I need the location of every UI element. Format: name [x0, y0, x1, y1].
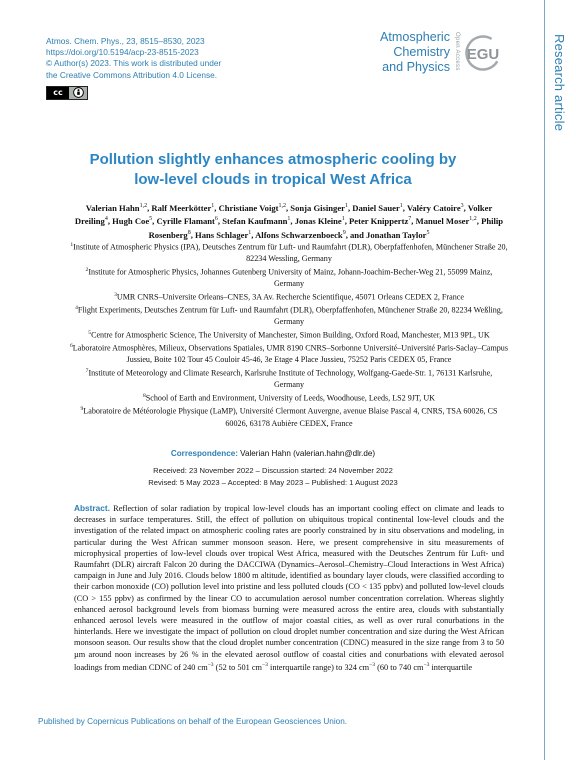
author-affiliation-ref: 1,2	[469, 216, 477, 223]
author-name: Valéry Catoire	[406, 202, 461, 213]
author-affiliation-ref: 3	[460, 203, 464, 209]
citation: Atmos. Chem. Phys., 23, 8515–8530, 2023	[46, 36, 205, 46]
affiliation-item: $^1$Institute of Atmospheric Physics (IPA), Deutsches Zentrum für Luft- und Raumfahrt (DLR), Oberpfaffenhofen, Münchener Straße 20, 82234 Wessling, Germany	[70, 242, 508, 264]
author-name: Daniel Sauer	[352, 202, 400, 213]
affiliation-item: $^9$Laboratoire de Météorologie Physique (LaMP), Université Clermont Auvergne, avenue Blaise Pascal 4, CNRS, TSA 60026, CS 60026, 63178 Aubière CEDEX, France	[80, 406, 498, 428]
affiliation-item: $^5$Centre for Atmospheric Science, The University of Manchester, Simon Building, Oxford Road, Manchester, M13 9PL, UK	[88, 329, 490, 340]
side-divider	[544, 0, 545, 760]
author-affiliation-ref: 1,2	[278, 203, 286, 209]
author-name: Ralf Meerkötter	[151, 202, 212, 213]
dates-published: Revised: 5 May 2023 – Accepted: 8 May 2023 – Published: 1 August 2023	[148, 477, 398, 487]
journal-name: Atmospheric Chemistry and Physics	[380, 30, 450, 74]
article-type-label: Research article	[552, 34, 567, 132]
by-attribution-icon	[69, 87, 87, 99]
author-name: Alfons Schwarzenboeck	[255, 229, 343, 240]
author-name: Jonas Kleine	[294, 216, 342, 227]
paper-title: Pollution slightly enhances atmospheric cooling by low-level clouds in tropical West Africa	[89, 151, 457, 188]
author-affiliation-ref: 8	[187, 229, 191, 236]
publisher-footer: Published by Copernicus Publications on behalf of the European Geosciences Union.	[38, 717, 348, 726]
egu-logo-text: EGU	[466, 46, 500, 63]
affiliation-item: $^6$Laboratoire Atmosphères, Milieux, Observations Spatiales, UMR 8190 CNRS–Sorbonne Université–Université Paris-Saclay–Campus Jussieu, Boite 102 Tour 45 Couloir 45-46, 3e Etage 4 Place Jussieu, 75252 Paris CEDEX 05, France	[70, 343, 509, 365]
abstract-text: Reflection of solar radiation by tropical low-level clouds has an important cooling effect on climate and leads to decreases in surface temperatures. Still, the effect of pollution on ubiquitous tropical continental low-level clouds and the investigation of the related impact on atmospheric cooling rates are poorly constrained by in situ observations and modeling, in particular during the West African summer monsoon season. Here, we present comprehensive in situ measurements of microphysical properties of low-level clouds over tropical West Africa, measured with the Deutsches Zentrum für Luft- und Raumfahrt (DLR) aircraft Falcon 20 during the DACCIWA (Dynamics–Aerosol–Chemistry–Cloud Interactions in West Africa) campaign in June and July 2016. Clouds below 1800 m altitude, identified as boundary layer clouds, were classified according to their carbon monoxide (CO) pollution level into pristine and less polluted clouds (CO < 135 ppbv) and polluted low-level clouds (CO > 155 ppbv) as confirmed by the linear CO to accumulation aerosol number concentration correlation. Whereas slightly enhanced aerosol background levels from biomass burning were measured across the entire area, clouds with substantially enhanced aerosol levels were measured in the outflow of major coastal cities, as well as over rural conurbations in the hinterlands. Here we investigate the impact of pollution on cloud droplet number concentration and size during the West African monsoon season. Our results show that the cloud droplet number concentration (CDNC) measured in the size range from 3 to 50 µm around noon increases by 26 % in the elevated aerosol outflow of coastal cities and conurbations with elevated aerosol loadings from median CDNC of 240 $cm^{-3}$ (52 to 501 $cm^{-3}$ interquartile range) to 324 $cm^{-3}$ (60 to 740 $cm^{-3}$ interquartile	[74, 504, 504, 672]
author-list: Valerian Hahn$^{1,2}$, Ralf Meerkötter$^1$, Christiane Voigt$^{1,2}$, Sonja Gisinger$^1$, Daniel Sauer$^1$, Valéry Catoire$^3$, Volker Dreiling$^4$, Hugh Coe$^5$, Cyrille Flamant$^6$, Stefan Kaufmann$^1$, Jonas Kleine$^1$, Peter Knippertz$^7$, Manuel Moser$^{1,2}$, Philip Rosenberg$^8$, Hans Schlager$^1$, Alfons Schwarzenboeck$^9$, and Jonathan Taylor$^5$	[74, 202, 504, 240]
author-name: Sonja Gisinger	[290, 202, 345, 213]
correspondence-label: Correspondence:	[170, 449, 238, 458]
author-name: Volker Dreiling	[74, 202, 493, 227]
copyright: © Author(s) 2023. This work is distributed under	[46, 58, 222, 69]
license-line[interactable]: the Creative Commons Attribution 4.0 License.	[46, 69, 218, 80]
doi-link[interactable]: https://doi.org/10.5194/acp-23-8515-2023	[46, 47, 199, 58]
author-name: Philip Rosenberg	[148, 216, 504, 240]
cc-icon: cc	[47, 87, 69, 99]
author-affiliation-ref: 5	[426, 229, 430, 236]
author-affiliation-ref: 1	[248, 229, 252, 236]
author-name: Valerian Hahn	[85, 202, 140, 213]
author-affiliation-ref: 1	[344, 203, 348, 209]
affiliation-item: $^3$UMR CNRS–Universite Orleans–CNES, 3A Av. Recherche Scientifique, 45071 Orleans CEDEX 2, France	[114, 291, 464, 302]
author-name: Jonathan Taylor	[366, 229, 427, 240]
dates-received: Received: 23 November 2022 – Discussion started: 24 November 2022	[153, 466, 393, 475]
affiliation-item: $^7$Institute of Meteorology and Climate Research, Karlsruhe Institute of Technology, Wolfgang-Gaede-Str. 1, 76131 Karlsruhe, Germany	[85, 368, 493, 390]
author-affiliation-ref: 7	[408, 216, 412, 223]
author-affiliation-ref: 1,2	[139, 203, 148, 209]
egu-logo-icon	[462, 34, 508, 72]
author-affiliation-ref: 6	[214, 216, 218, 223]
author-name: Christiane Voigt	[218, 202, 279, 213]
open-access-label: Open Access	[454, 32, 460, 71]
journal-masthead	[380, 30, 508, 75]
affiliation-item: $^2$Institute for Atmospheric Physics, Johannes Gutenberg University of Mainz, Johann-Joachim-Becher-Weg 21, 55099 Mainz, Germany	[85, 266, 493, 289]
cc-license-badge[interactable]	[46, 86, 88, 100]
author-affiliation-ref: 1	[287, 216, 291, 223]
author-affiliation-ref: 9	[342, 229, 346, 236]
author-name: Hans Schlager	[195, 229, 249, 240]
author-affiliation-ref: 4	[104, 216, 108, 223]
affiliation-item: $^4$Flight Experiments, Deutsches Zentrum für Luft- und Raumfahrt (DLR), Oberpfaffenhofen, Münchener Straße 20, 82234 Weßling, Germany	[75, 305, 503, 327]
author-affiliation-ref: 1	[341, 216, 345, 223]
author-affiliation-ref: 1	[399, 203, 403, 209]
author-affiliation-ref: 1	[211, 203, 215, 209]
affiliation-list	[70, 240, 508, 429]
correspondence-email[interactable]: Valerian Hahn (valerian.hahn@dlr.de)	[240, 449, 376, 458]
publication-dates	[60, 465, 486, 488]
citation-block	[46, 36, 286, 100]
author-affiliation-ref: 5	[149, 216, 153, 223]
author-name: Manuel Moser	[415, 216, 470, 227]
author-name: Peter Knippertz	[349, 216, 409, 227]
author-name: Hugh Coe	[112, 216, 150, 227]
abstract	[74, 503, 504, 673]
author-name: Cyrille Flamant	[156, 216, 215, 227]
correspondence	[60, 449, 486, 458]
abstract-label: Abstract.	[74, 503, 110, 513]
author-name: Stefan Kaufmann	[222, 216, 288, 227]
affiliation-item: $^8$School of Earth and Environment, University of Leeds, Woodhouse, Leeds, LS2 9JT, UK	[142, 392, 436, 403]
